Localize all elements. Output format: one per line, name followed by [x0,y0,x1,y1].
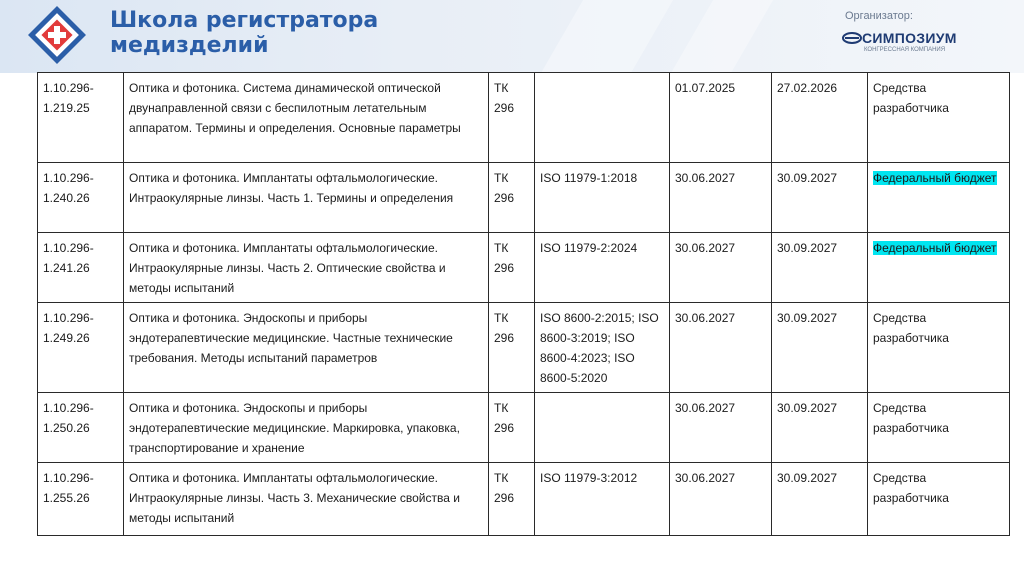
cell-date-start: 30.06.2027 [670,233,772,303]
cell-title: Оптика и фотоника. Система динамической оптической двунаправленной связи с беспилотным летательным аппаратом. Термины и определения. Основные параметры [124,73,489,163]
funding-text: Средства разработчика [873,311,949,345]
cell-date-start: 30.06.2027 [670,463,772,536]
cell-funding [868,73,1010,163]
cell-date-start: 01.07.2025 [670,73,772,163]
cell-date-start: 30.06.2027 [670,303,772,393]
cell-title: Оптика и фотоника. Имплантаты офтальмологические. Интраокулярные линзы. Часть 3. Механические свойства и методы испытаний [124,463,489,536]
cell-code: 1.10.296-1.250.26 [38,393,124,463]
organizer-subtitle: КОНГРЕССНАЯ КОМПАНИЯ [864,47,946,53]
cell-date-end: 30.09.2027 [772,393,868,463]
funding-text: Средства разработчика [873,81,949,115]
funding-text: Средства разработчика [873,471,949,505]
cell-funding [868,463,1010,536]
cell-date-end: 30.09.2027 [772,233,868,303]
cell-tk: ТК 296 [489,163,535,233]
table-row [38,163,1010,233]
funding-text: Федеральный бюджет [873,241,997,255]
cell-date-end: 30.09.2027 [772,163,868,233]
slide-header [0,0,1024,73]
cell-tk: ТК 296 [489,393,535,463]
cell-funding [868,303,1010,393]
header-decor-stripe [514,0,696,73]
cell-iso [535,393,670,463]
cell-code: 1.10.296-1.255.26 [38,463,124,536]
table-row [38,73,1010,163]
cell-funding [868,233,1010,303]
cell-tk: ТК 296 [489,303,535,393]
cell-iso [535,73,670,163]
cell-iso: ISO 8600-2:2015; ISO 8600-3:2019; ISO 8600-4:2023; ISO 8600-5:2020 [535,303,670,393]
cell-code: 1.10.296-1.249.26 [38,303,124,393]
cell-date-start: 30.06.2027 [670,393,772,463]
table-row [38,393,1010,463]
cell-tk: ТК 296 [489,463,535,536]
standards-table [37,72,1010,536]
school-logo-icon [28,6,86,64]
cell-funding [868,163,1010,233]
cell-iso: ISO 11979-2:2024 [535,233,670,303]
title-line-1: Школа регистратора [110,8,379,33]
cell-code: 1.10.296-1.240.26 [38,163,124,233]
cell-code: 1.10.296-1.219.25 [38,73,124,163]
table-row [38,303,1010,393]
cell-tk: ТК 296 [489,233,535,303]
funding-text: Средства разработчика [873,401,949,435]
organizer-name: СИМПОЗИУМ [862,30,957,46]
table-row [38,463,1010,536]
title-line-2: медизделий [110,33,269,58]
cell-date-end: 27.02.2026 [772,73,868,163]
cell-code: 1.10.296-1.241.26 [38,233,124,303]
cell-date-start: 30.06.2027 [670,163,772,233]
cell-funding [868,393,1010,463]
cell-title: Оптика и фотоника. Эндоскопы и приборы эндотерапевтические медицинские. Маркировка, упаковка, транспортирование и хранение [124,393,489,463]
page-title [110,8,440,58]
cell-title: Оптика и фотоника. Имплантаты офтальмологические. Интраокулярные линзы. Часть 1. Термины и определения [124,163,489,233]
organizer-label: Организатор: [845,10,913,22]
cell-title: Оптика и фотоника. Имплантаты офтальмологические. Интраокулярные линзы. Часть 2. Оптические свойства и методы испытаний [124,233,489,303]
cell-date-end: 30.09.2027 [772,463,868,536]
funding-text: Федеральный бюджет [873,171,997,185]
table-row [38,233,1010,303]
cell-date-end: 30.09.2027 [772,303,868,393]
cell-tk: ТК 296 [489,73,535,163]
cell-iso: ISO 11979-3:2012 [535,463,670,536]
cell-title: Оптика и фотоника. Эндоскопы и приборы эндотерапевтические медицинские. Частные технические требования. Методы испытаний параметров [124,303,489,393]
cell-iso: ISO 11979-1:2018 [535,163,670,233]
